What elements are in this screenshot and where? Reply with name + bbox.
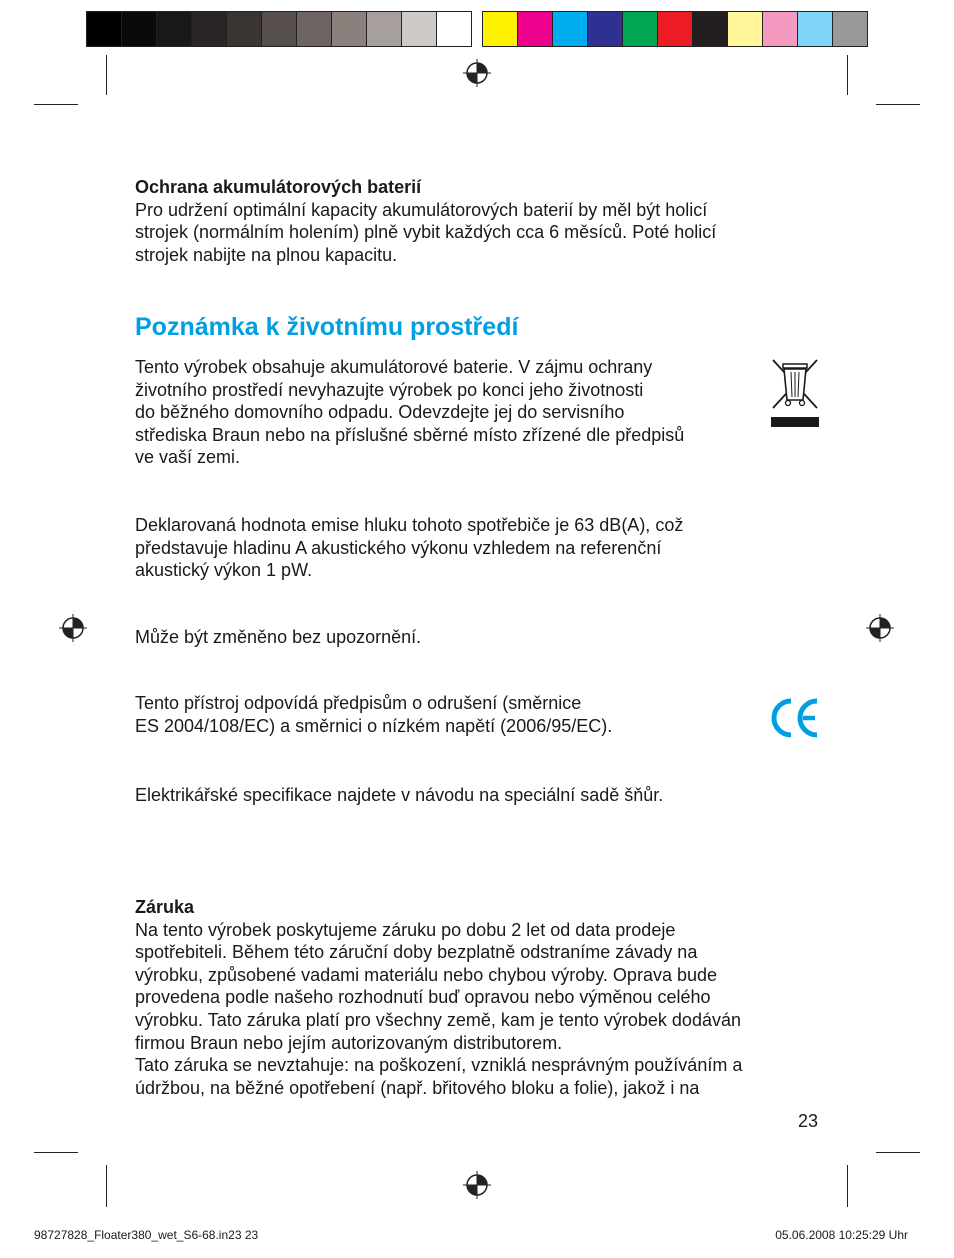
- crop-mark: [34, 1152, 78, 1153]
- crop-mark: [847, 1165, 848, 1207]
- color-swatch: [261, 11, 297, 47]
- battery-line: strojek (normálním holením) plně vybit každých cca 6 měsíců. Poté holicí: [135, 222, 717, 243]
- crop-mark: [847, 55, 848, 95]
- electrical-note: Elektrikářské specifikace najdete v návodu na speciální sadě šňůr.: [135, 785, 664, 805]
- color-swatch: [552, 11, 588, 47]
- crop-mark: [106, 55, 107, 95]
- crop-mark: [876, 104, 920, 105]
- environment-line: Tento výrobek obsahuje akumulátorové baterie. V zájmu ochrany: [135, 357, 653, 377]
- battery-line: strojek nabijte na plnou kapacitu.: [135, 244, 398, 265]
- environment-line: střediska Braun nebo na příslušné sběrné místo zřízené dle předpisů: [135, 424, 685, 445]
- footer-file-slug: 98727828_Floater380_wet_S6-68.in23 23: [34, 1228, 259, 1242]
- color-swatch: [832, 11, 868, 47]
- ce-line: Tento přístroj odpovídá předpisům o odrušení (směrnice: [135, 693, 582, 713]
- warranty-line: provedena podle našeho rozhodnutí buď opravou nebo výměnou celého: [135, 987, 711, 1008]
- color-swatch: [622, 11, 658, 47]
- crossed-out-wheelie-bin-icon: [769, 356, 821, 430]
- color-swatch: [727, 11, 763, 47]
- color-swatch: [657, 11, 693, 47]
- noise-section: [135, 514, 683, 582]
- environment-section-title: Poznámka k životnímu prostředí: [135, 313, 519, 341]
- color-swatch: [156, 11, 192, 47]
- footer-timestamp: 05.06.2008 10:25:29 Uhr: [775, 1228, 908, 1242]
- color-swatch: [517, 11, 553, 47]
- crop-mark: [106, 1165, 107, 1207]
- page-number: 23: [798, 1111, 819, 1131]
- environment-line: ve vaší zemi.: [135, 447, 241, 468]
- color-swatch: [401, 11, 437, 47]
- registration-mark-icon: [866, 614, 894, 642]
- color-swatch: [296, 11, 332, 47]
- warranty-line: výrobku. Tato záruka platí pro všechny země, kam je tento výrobek dodáván: [135, 1009, 741, 1030]
- color-swatch: [226, 11, 262, 47]
- ce-section: [135, 692, 612, 737]
- color-swatch: [331, 11, 367, 47]
- warranty-line: spotřebiteli. Během této záruční doby bezplatně odstraníme závady na: [135, 942, 698, 963]
- battery-section: [135, 176, 716, 266]
- noise-line: Deklarovaná hodnota emise hluku tohoto spotřebiče je 63 dB(A), což: [135, 515, 684, 535]
- color-swatch: [86, 11, 122, 47]
- registration-mark-icon: [463, 59, 491, 87]
- color-swatch: [366, 11, 402, 47]
- battery-section-title: Ochrana akumulátorových baterií: [135, 177, 422, 197]
- process-color-bar: [482, 11, 867, 47]
- crop-mark: [34, 104, 78, 105]
- color-swatch: [121, 11, 157, 47]
- color-swatch: [762, 11, 798, 47]
- color-swatch: [587, 11, 623, 47]
- warranty-line: Tato záruka se nevztahuje: na poškození, vzniklá nesprávným používáním a: [135, 1055, 743, 1076]
- color-swatch: [436, 11, 472, 47]
- environment-line: do běžného domovního odpadu. Odevzdejte jej do servisního: [135, 402, 625, 423]
- warranty-line: Na tento výrobek poskytujeme záruku po dobu 2 let od data prodeje: [135, 919, 676, 940]
- noise-line: akustický výkon 1 pW.: [135, 560, 313, 581]
- noise-line: představuje hladinu A akustického výkonu vzhledem na referenční: [135, 537, 662, 558]
- battery-line: Pro udržení optimální kapacity akumulátorových baterií by měl být holicí: [135, 199, 708, 220]
- registration-mark-icon: [59, 614, 87, 642]
- environment-line: životního prostředí nevyhazujte výrobek po konci jeho životnosti: [135, 379, 644, 400]
- warranty-line: údržbou, na běžné opotřebení (např. břitového bloku a folie), jakož i na: [135, 1077, 700, 1098]
- registration-mark-icon: [463, 1171, 491, 1199]
- warranty-section-title: Záruka: [135, 897, 195, 917]
- color-swatch: [191, 11, 227, 47]
- crop-mark: [876, 1152, 920, 1153]
- grayscale-color-bar: [86, 11, 471, 47]
- warranty-line: firmou Braun nebo jejím autorizovaným distributorem.: [135, 1032, 563, 1053]
- color-swatch: [692, 11, 728, 47]
- environment-section: [135, 356, 684, 469]
- warranty-section: [135, 896, 742, 1099]
- color-swatch: [797, 11, 833, 47]
- warranty-line: výrobku, způsobené vadami materiálu nebo chybou výroby. Oprava bude: [135, 964, 718, 985]
- color-swatch: [482, 11, 518, 47]
- ce-line: ES 2004/108/EC) a směrnici o nízkém napětí (2006/95/EC).: [135, 715, 613, 736]
- ce-mark-icon: [769, 696, 821, 740]
- change-notice: Může být změněno bez upozornění.: [135, 627, 422, 647]
